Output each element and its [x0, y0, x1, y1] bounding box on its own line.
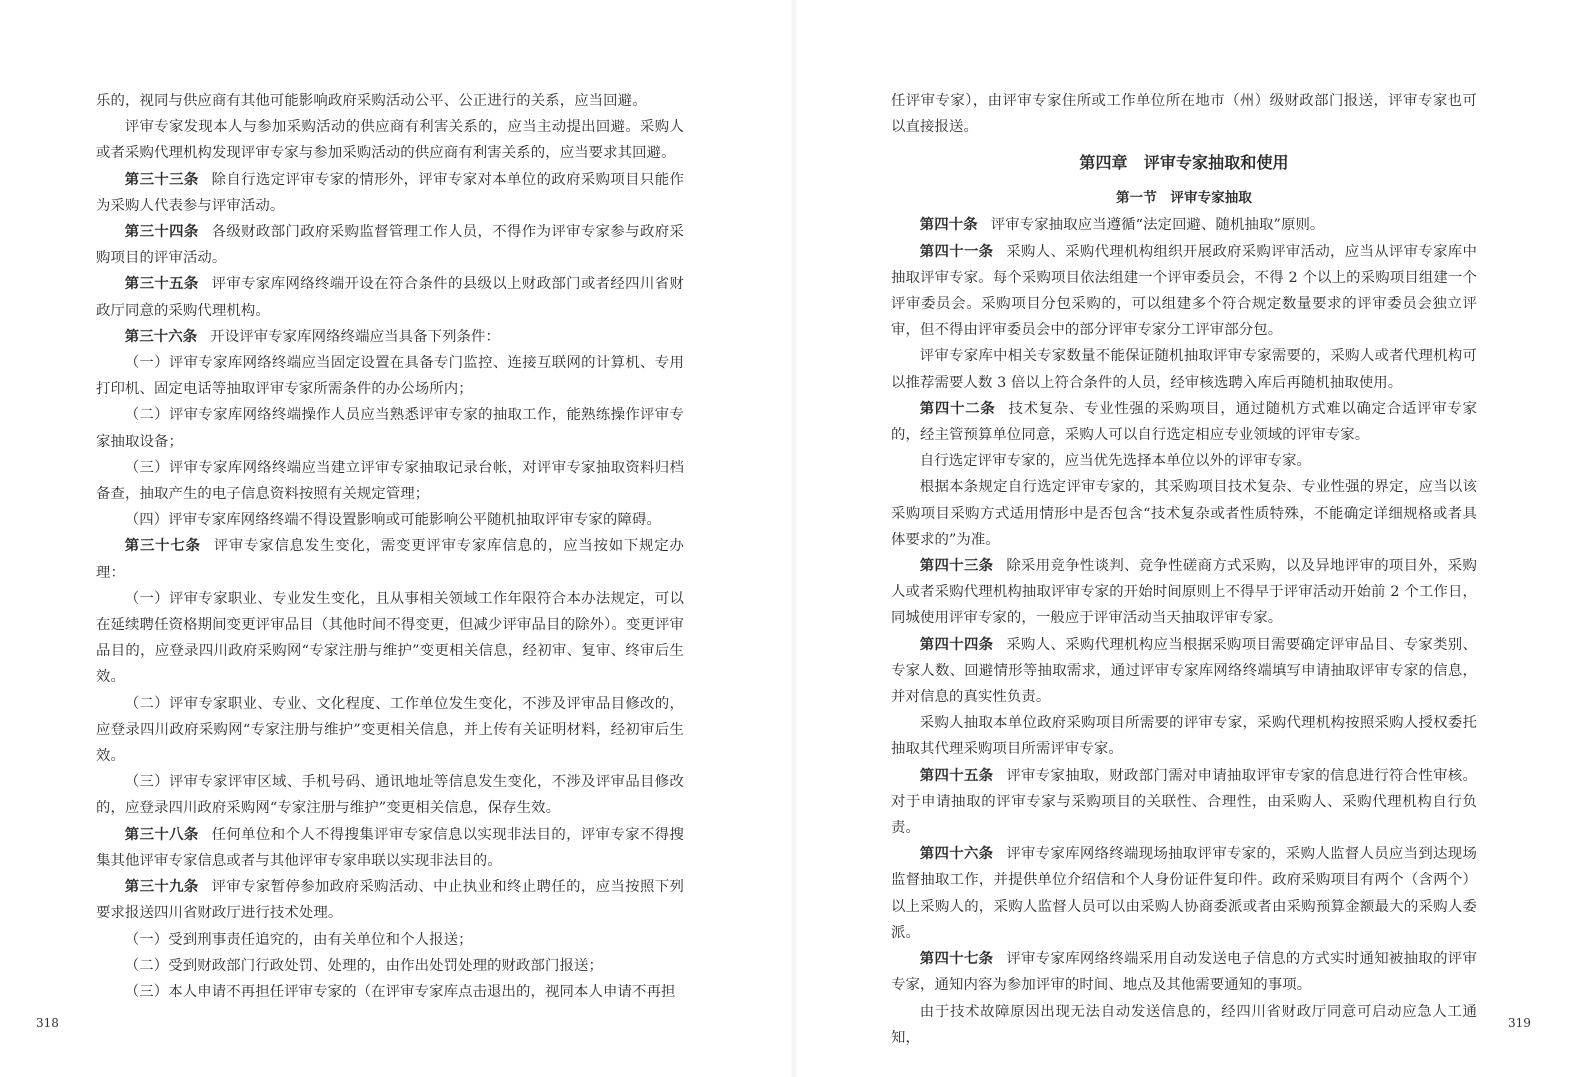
article-text: 除采用竞争性谈判、竞争性磋商方式采购，以及异地评审的项目外，采购人或者采购代理机构抽取评审专家的开始时间原则上不得早于评审活动开始前 2 个工作日，同城使用评审专家的，一般应于评审活动当天抽取评审专家。	[891, 558, 1477, 627]
body-paragraph: （二）评审专家库网络终端操作人员应当熟悉评审专家的抽取工作，能熟练操作评审专家抽取设备；	[96, 407, 684, 450]
body-paragraph: 由于技术故障原因出现无法自动发送信息的，经四川省财政厅同意可启动应急人工通知，	[891, 1003, 1477, 1046]
article-paragraph	[891, 946, 1477, 998]
body-paragraph: （三）评审专家库网络终端应当建立评审专家抽取记录台帐，对评审专家抽取资料归档备查，抽取产生的电子信息资料按照有关规定管理；	[96, 459, 684, 503]
article-text: 开设评审专家库网络终端应当具备下列条件：	[210, 328, 501, 345]
article-text: 评审专家库网络终端采用自动发送电子信息的方式实时通知被抽取的评审专家，通知内容为参加评审的时间、地点及其他需要通知的事项。	[891, 951, 1477, 994]
page-number-left: 318	[36, 1016, 59, 1030]
article-text: 评审专家抽取，财政部门需对申请抽取评审专家的信息进行符合性审核。对于申请抽取的评审专家与采购项目的关联性、合理性，由采购人、采购代理机构自行负责。	[891, 767, 1477, 837]
body-paragraph: （二）评审专家职业、专业、文化程度、工作单位发生变化，不涉及评审品目修改的，应登录四川政府采购网“专家注册与维护”变更相关信息，并上传有关证明材料，经初审后生效。	[96, 695, 684, 765]
article-number: 第三十三条	[124, 170, 199, 188]
left-page	[0, 0, 793, 1077]
right-page	[794, 0, 1587, 1077]
body-paragraph: （三）评审专家评审区域、手机号码、通讯地址等信息发生变化，不涉及评审品目修改的，应登录四川政府采购网“专家注册与维护”变更相关信息，保存生效。	[96, 774, 684, 817]
article-number: 第四十五条	[919, 766, 994, 784]
body-paragraph: （一）受到刑事责任追究的，由有关单位和个人报送；	[124, 931, 473, 948]
body-paragraph: （二）受到财政部门行政处罚、处理的，由作出处罚处理的财政部门报送；	[124, 957, 603, 974]
continued-paragraph: 乐的，视同与供应商有其他可能影响政府采购活动公平、公正进行的关系，应当回避。	[96, 93, 647, 109]
article-number: 第四十三条	[919, 557, 994, 575]
article-number: 第四十六条	[919, 845, 994, 863]
article-number: 第三十五条	[124, 275, 199, 293]
body-paragraph: 根据本条规定自行选定评审专家的，其采购项目技术复杂、专业性强的界定，应当以该采购项目采购方式适用情形中是否包含“技术复杂或者性质特殊，不能确定详细规格或者具体要求的”为准。	[891, 479, 1477, 548]
right-page-body	[891, 88, 1477, 1051]
page-number-right: 319	[1508, 1016, 1531, 1030]
article-number: 第三十四条	[124, 223, 199, 241]
article-text: 采购人、采购代理机构组织开展政府采购评审活动，应当从评审专家库中抽取评审专家。每个采购项目依法组建一个评审委员会，不得 2 个以上的采购项目组建一个评审委员会。采购项目分包采购的，可以组建多个符合规定数量要求的评审委员会独立评审，但不得由评审委员会中的部分评审专家分工评审部分包。	[891, 243, 1477, 339]
section-heading: 第一节 评审专家抽取	[1116, 190, 1252, 207]
article-number: 第四十四条	[919, 635, 994, 653]
article-number: 第三十九条	[124, 878, 199, 896]
article-text: 技术复杂、专业性强的采购项目，通过随机方式难以确定合适评审专家的，经主管预算单位同意，采购人可以自行选定相应专业领域的评审专家。	[891, 400, 1477, 444]
article-paragraph	[96, 533, 684, 585]
article-paragraph	[891, 212, 1477, 238]
article-paragraph	[891, 396, 1477, 448]
left-page-body	[96, 88, 684, 1005]
article-text: 评审专家库网络终端现场抽取评审专家的，采购人监督人员应当到达现场监督抽取工作，并提供单位介绍信和个人身份证件复印件。政府采购项目有两个（含两个）以上采购人的，采购人监督人员可以由采购人协商委派或者由采购预算金额最大的采购人委派。	[891, 846, 1477, 941]
article-paragraph	[891, 763, 1477, 842]
article-paragraph	[891, 239, 1477, 344]
article-number: 第四十条	[919, 216, 978, 234]
continued-paragraph: 任评审专家），由评审专家住所或工作单位所在地市（州）级财政部门报送，评审专家也可以直接报送。	[891, 93, 1477, 136]
article-paragraph	[96, 219, 684, 271]
body-paragraph: 评审专家库中相关专家数量不能保证随机抽取评审专家需要的，采购人或者代理机构可以推荐需要人数 3 倍以上符合条件的人员，经审核选聘入库后再随机抽取使用。	[891, 348, 1477, 391]
article-number: 第三十七条	[124, 537, 201, 555]
body-paragraph: （三）本人申请不再担任评审专家的（在评审专家库点击退出的，视同本人申请不再担	[124, 983, 676, 1000]
article-paragraph	[96, 167, 684, 219]
body-paragraph: 自行选定评审专家的，应当优先选择本单位以外的评审专家。	[919, 453, 1312, 470]
article-number: 第四十一条	[919, 242, 994, 260]
body-paragraph: 评审专家发现本人与参加采购活动的供应商有利害关系的，应当主动提出回避。采购人或者采购代理机构发现评审专家与参加采购活动的供应商有利害关系的，应当要求其回避。	[96, 119, 684, 162]
article-number: 第三十八条	[124, 825, 199, 843]
body-paragraph: 采购人抽取本单位政府采购项目所需要的评审专家，采购代理机构按照采购人授权委托抽取其代理采购项目所需评审专家。	[891, 715, 1477, 758]
article-paragraph	[96, 271, 684, 323]
article-text: 各级财政部门政府采购监督管理工作人员，不得作为评审专家参与政府采购项目的评审活动。	[96, 224, 684, 267]
article-text: 除自行选定评审专家的情形外，评审专家对本单位的政府采购项目只能作为采购人代表参与评审活动。	[96, 171, 684, 214]
article-text: 评审专家信息发生变化，需变更评审专家库信息的，应当按如下规定办理：	[96, 538, 684, 581]
article-number: 第四十二条	[919, 399, 996, 417]
article-paragraph	[891, 632, 1477, 711]
article-text: 采购人、采购代理机构应当根据采购项目需要确定评审品目、专家类别、专家人数、回避情形等抽取需求，通过评审专家库网络终端填写申请抽取评审专家的信息，并对信息的真实性负责。	[891, 636, 1477, 706]
article-paragraph	[891, 841, 1477, 946]
article-paragraph	[96, 324, 684, 350]
article-text: 任何单位和个人不得搜集评审专家信息以实现非法目的，评审专家不得搜集其他评审专家信息或者与其他评审专家串联以实现非法目的。	[96, 826, 684, 869]
article-number: 第四十七条	[919, 950, 994, 968]
article-paragraph	[891, 553, 1477, 632]
article-text: 评审专家抽取应当遵循“法定回避、随机抽取”原则。	[990, 217, 1325, 234]
article-text: 评审专家库网络终端开设在符合条件的县级以上财政部门或者经四川省财政厅同意的采购代理机构。	[96, 276, 684, 319]
article-paragraph	[96, 822, 684, 874]
article-number: 第三十六条	[124, 327, 198, 345]
body-paragraph: （一）评审专家职业、专业发生变化，且从事相关领域工作年限符合本办法规定，可以在延续聘任资格期间变更评审品目（其他时间不得变更，但减少评审品目的除外）。变更评审品目的，应登录四川政府采购网“专家注册与维护”变更相关信息，经初审、复审、终审后生效。	[96, 590, 684, 686]
article-text: 评审专家暂停参加政府采购活动、中止执业和终止聘任的，应当按照下列要求报送四川省财政厅进行技术处理。	[96, 879, 684, 922]
chapter-heading: 第四章 评审专家抽取和使用	[1079, 153, 1289, 173]
body-paragraph: （四）评审专家库网络终端不得设置影响或可能影响公平随机抽取评审专家的障碍。	[124, 512, 661, 529]
article-paragraph	[96, 874, 684, 926]
body-paragraph: （一）评审专家库网络终端应当固定设置在具备专门监控、连接互联网的计算机、专用打印机、固定电话等抽取评审专家所需条件的办公场所内；	[96, 355, 684, 398]
